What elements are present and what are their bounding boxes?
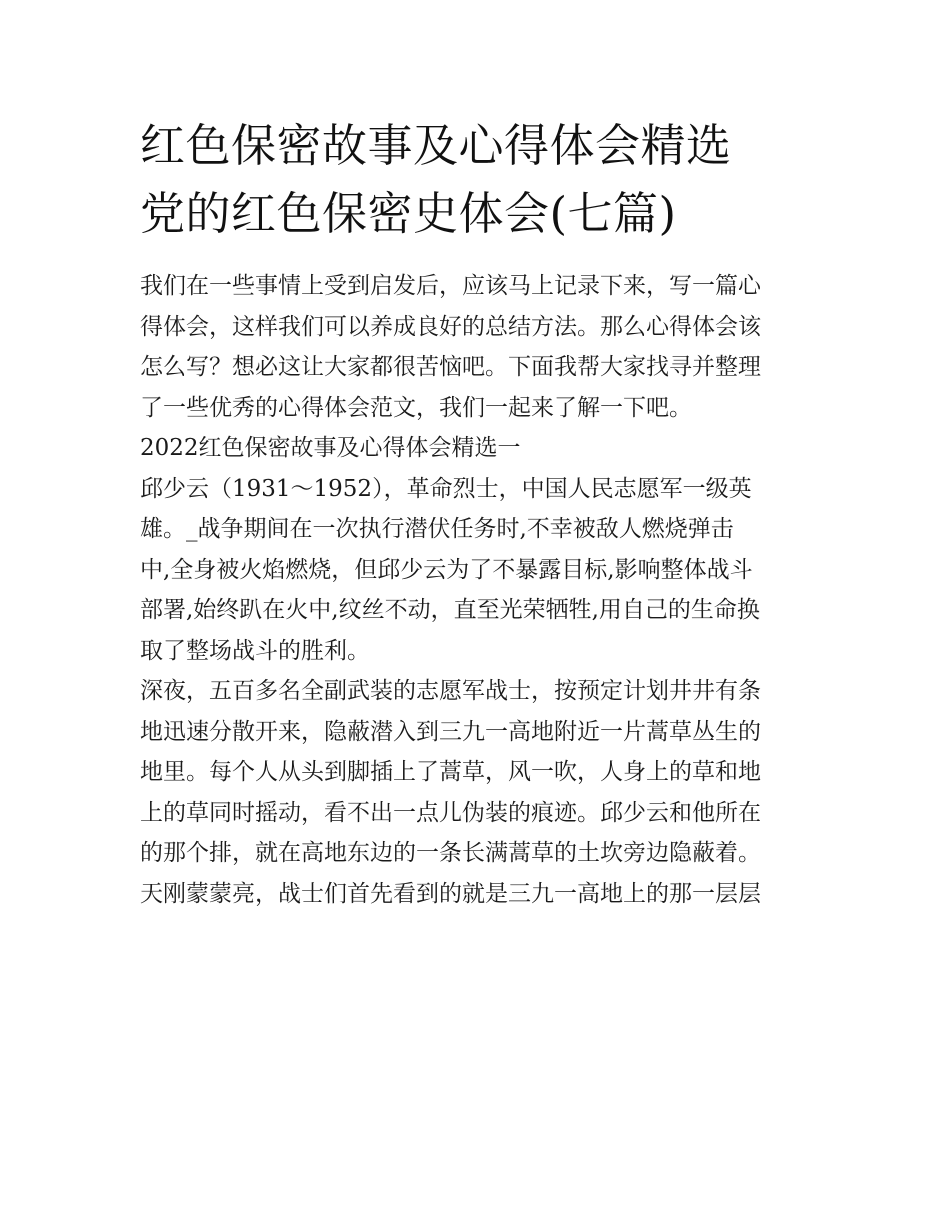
text-line: 得体会，这样我们可以养成良好的总结方法。那么心得体会该 <box>140 313 761 340</box>
text-line: 地里。每个人从头到脚插上了蒿草，风一吹，人身上的草和地 <box>140 759 761 785</box>
text-line: 中,全身被火焰燃烧，但邱少云为了不暴露目标,影响整体战斗 <box>140 556 753 583</box>
section-heading: 2022红色保密故事及心得体会精选一 <box>140 435 521 461</box>
text-line: 部署,始终趴在火中,纹丝不动，直至光荣牺牲,用自己的生命换 <box>140 597 760 623</box>
title-line: 红色保密故事及心得体会精选 <box>140 119 732 172</box>
text-line: 我们在一些事情上受到启发后，应该马上记录下来，写一篇心 <box>140 273 761 299</box>
text-line: 雄。_战争期间在一次执行潜伏任务时,不幸被敌人燃烧弹击 <box>140 516 734 542</box>
text-line: 了一些优秀的心得体会范文，我们一起来了解一下吧。 <box>140 394 692 421</box>
text-line: 的那个排，就在高地东边的一条长满蒿草的土坎旁边隐蔽着。 <box>140 840 761 866</box>
text-line: 上的草同时摇动，看不出一点儿伪装的痕迹。邱少云和他所在 <box>140 799 761 826</box>
text-line: 邱少云（1931～1952），革命烈士，中国人民志愿军一级英 <box>140 475 752 502</box>
intro-paragraph <box>140 266 820 428</box>
document-page <box>140 112 820 914</box>
title-line: 党的红色保密史体会(七篇) <box>140 187 677 240</box>
text-line: 怎么写？想必这让大家都很苦恼吧。下面我帮大家找寻并整理 <box>140 354 761 380</box>
document-body <box>140 266 820 914</box>
text-line: 深夜，五百多名全副武装的志愿军战士，按预定计划井井有条 <box>140 678 761 704</box>
text-line: 地迅速分散开来，隐蔽潜入到三九一高地附近一片蒿草丛生的 <box>140 718 761 745</box>
story-paragraph-2 <box>140 671 820 914</box>
document-title <box>140 112 820 248</box>
text-line: 天刚蒙蒙亮，战士们首先看到的就是三九一高地上的那一层层 <box>140 880 761 907</box>
story-paragraph-1 <box>140 469 820 672</box>
text-line: 取了整场战斗的胜利。 <box>140 637 370 664</box>
